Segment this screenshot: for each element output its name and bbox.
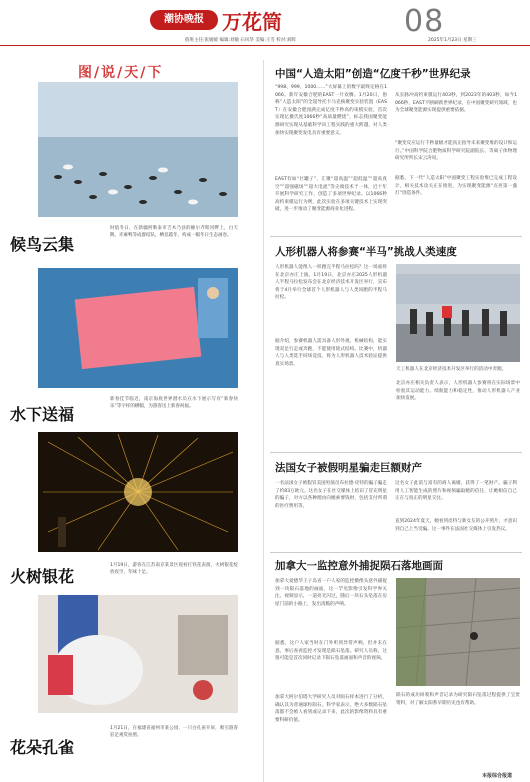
article-1-p4: “聚变反应运行千秒量级才能真正指导未来聚变堆的设计和运行。”中国科学院合肥物质科学研究院副院长、等离子体物理研究所所长宋云涛说。 <box>395 141 517 162</box>
caption-peacock: 1月21日，在福建省福州市某公园，一只白孔雀开屏，吸引游客驻足观赏拍照。 <box>110 726 238 738</box>
photo-birds <box>38 82 238 217</box>
article-1-p5: 据悉，下一代“人造太阳”中国聚变工程实验堆已完成工程设计，相关技术攻关正在推进，为实现聚变能源“点亮第一盏灯”创造条件。 <box>395 176 517 197</box>
page-number: 08 <box>404 4 445 39</box>
editors-line: 值班主任:张媛媛 编辑:刘敏 石风华 美编:王雪 校对:刘辉 <box>185 38 296 43</box>
brand-name: 潮协晚报 <box>164 14 204 25</box>
photo-fireworks <box>38 432 238 552</box>
label-birds: 候鸟云集 <box>10 235 75 254</box>
fireworks-image <box>38 432 238 552</box>
article-divider-2 <box>270 452 522 453</box>
article-divider-1 <box>270 236 522 237</box>
birds-image <box>38 82 238 217</box>
section-name: 万花筒 <box>222 10 282 34</box>
underwater-image <box>38 268 238 388</box>
article-2-p1: 人形机器人能像人一样跑完半程马拉松吗？这一场面将在北京亦庄上演。1月19日，北京亦庄2025人形机器人半程马拉松发布会在北京经济技术开发区举行，宣布将于4月举行全球首个人形机器人与人类同跑的半程马拉松。 <box>275 265 387 301</box>
issue-date: 2025年1月23日 星期三 <box>428 38 477 43</box>
article-3-p2: 这名女子此前与富有的商人离婚，获得了一笔财产。骗子利用人工智能生成的照片和视频骗取她的信任，让她相信自己正在与真正的明星交往。 <box>395 481 517 502</box>
source-note: 本报综合报道 <box>481 773 512 779</box>
photo-peacock <box>38 595 238 713</box>
article-4-p2: 据悉，这户人家当时在门外听到异常声响，但并未在意。事后查看监控才发现是陨石坠落。研究人员称，这很可能是首次同时记录下陨石坠落画面和声音的视频。 <box>275 641 387 662</box>
robot-race-image <box>396 264 520 362</box>
article-3-p1: 一名法国女子被假冒美国男演员布拉德·皮特的骗子骗走了约83万欧元。这名女子在社交媒体上结识了冒充明星的骗子，对方以各种理由向她索要钱财，包括支付所谓的医疗费用等。 <box>275 481 387 509</box>
article-1-title: 中国“人造太阳”创造“亿度千秒”世界纪录 <box>275 68 471 80</box>
caption-birds: 时值冬日，在新疆阿勒泰市吉木乃县的额尔齐斯河畔上，白天鹅、赤麻鸭等成群结队，栖息越冬，构成一幅冬日生态画卷。 <box>110 226 238 238</box>
label-fireworks: 火树银花 <box>10 567 75 586</box>
article-3-title: 法国女子被假明星骗走巨额财产 <box>275 462 422 474</box>
masthead-rule <box>0 45 530 46</box>
article-1-p3: 从长脉冲高约束模运行403秒，到2023年的403秒，如今1066秒，EAST不断刷新世界纪录，在中国聚变研究领域，也为全球聚变能源实现提供重要依据。 <box>395 93 517 114</box>
article-2-p3: 北京亦庄相关负责人表示，人形机器人参赛将在实际场景中检验其运动能力、续航能力和稳定性，推动人形机器人产业加快发展。 <box>396 381 520 402</box>
photo-robot-race <box>396 264 520 362</box>
article-4-p1: 加拿大爱德华王子岛省一户人家的监控摄像头意外捕捉到一块陨石落地的画面，这一罕见影像引发科学界关注。视频显示，一道亮光闪过，随后一块石头坠落在房屋门前的小路上，发出清脆的声响。 <box>275 579 387 607</box>
article-3-p3: 直到2024年夏天，她看到皮特与新女友的公开照片，才意识到自己上当受骗。这一事件在法国社交媒体上引发热议。 <box>395 519 517 532</box>
caption-fireworks: 1月19日，游客在江苏南京某景区观看打铁花表演，火树银花绽放夜空，年味十足。 <box>110 563 238 575</box>
caption-underwater: 新春佳节临近，南京海底世界潜水员在水下展示写有“新春快乐”等字样的横幅，为游客送上新春祝福。 <box>110 397 238 409</box>
article-2-photo-caption: 天工机器人在北京经济技术开发区举行的活动中奔跑。 <box>396 367 507 372</box>
article-divider-3 <box>270 552 522 553</box>
column-divider <box>263 60 264 782</box>
article-2-p2: 据介绍，参赛机器人需具备人形外观、机械结构，能实现双足行走或奔跑，不能使用轮式结构。比赛中，机器人与人类选手同场竞技，将为人形机器人技术验证提供真实场景。 <box>275 339 387 367</box>
brand-logo <box>150 10 218 30</box>
article-4-title: 加拿大一监控意外捕捉陨石落地画面 <box>275 560 443 572</box>
label-peacock: 花朵孔雀 <box>10 738 75 757</box>
meteorite-image <box>396 578 520 686</box>
article-1-p1: “998、999、1000……”大屏幕上的数字最终定格在1066。新年安徽合肥的EAST一片欢腾。1月20日，俗称“人造太阳”的全超导托卡马克核聚变实验装置（EAST）在安徽合肥园满完成亿度千秒高约束模实验，首次实现亿摄氏度1066秒“高质量燃烧”，标志我国聚变能源研究实现从基础科学向工程实践的重大跨越，对人类加快实现聚变发电具有重要意义。 <box>275 85 387 136</box>
column-title: 图/说/天/下 <box>78 65 164 81</box>
article-4-p3: 加拿大阿尔伯塔大学研究人员对陨石样本进行了分析，确认其为普通球粒陨石。科学家表示，绝大多数陨石坠落都不会被人看到或记录下来，此次的影像资料具有重要科研价值。 <box>275 695 387 723</box>
article-4-p4: 陨石的成功回收和声音记录为研究陨石坠落过程提供了宝贵资料，对了解太阳系早期历史也有帮助。 <box>396 693 520 706</box>
photo-underwater <box>38 268 238 388</box>
article-1-p2: EAST有如“巨罐子”，汇聚“超高温”“超低温”“超高真空”“超强磁场”“超大电流”等尖端技术于一体，近十年开展科学研究工作，创造了多项世界纪录。以1066秒高约束模运行为例，此次实验在多项关键技术上实现突破，进一步推动了聚变能源商业化进程。 <box>275 177 387 213</box>
peacock-image <box>38 595 238 713</box>
label-underwater: 水下送福 <box>10 405 75 424</box>
photo-meteorite <box>396 578 520 686</box>
article-2-title: 人形机器人将参赛“半马”挑战人类速度 <box>275 246 457 258</box>
